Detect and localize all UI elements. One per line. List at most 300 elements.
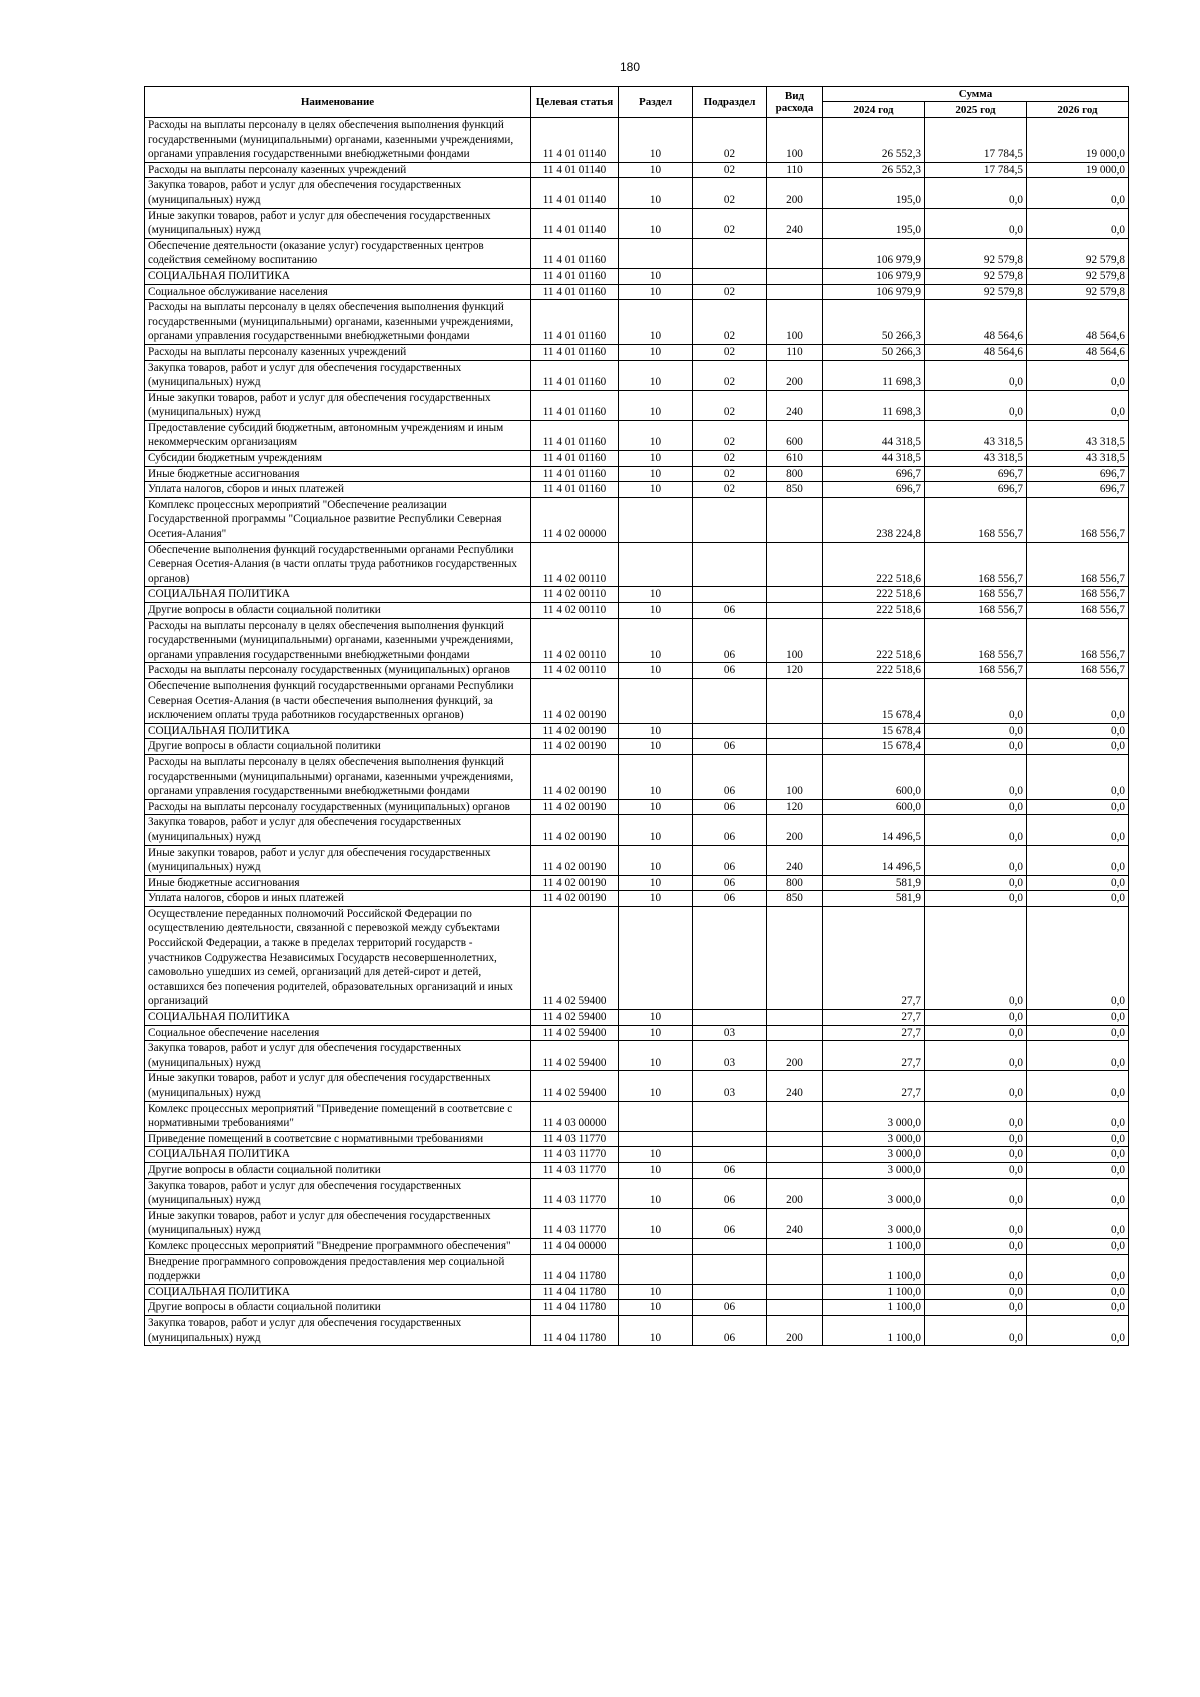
row-name-cell: Закупка товаров, работ и услуг для обеспечения государственных (муниципальных) нужд [145, 360, 531, 390]
row-sum-2025-cell: 0,0 [925, 1300, 1027, 1316]
row-sum-2026-cell: 0,0 [1027, 678, 1129, 723]
row-sum-2025-cell: 0,0 [925, 678, 1027, 723]
row-name-cell: Субсидии бюджетным учреждениям [145, 451, 531, 467]
row-expense-type-cell: 240 [767, 1208, 823, 1238]
row-section-cell: 10 [619, 208, 693, 238]
row-expense-type-cell [767, 238, 823, 268]
row-name-cell: Социальное обеспечение населения [145, 1025, 531, 1041]
row-sum-2025-cell: 168 556,7 [925, 618, 1027, 663]
row-sum-2026-cell: 168 556,7 [1027, 497, 1129, 542]
header-year-2024: 2024 год [823, 102, 925, 118]
row-subsection-cell: 02 [693, 208, 767, 238]
row-subsection-cell [693, 268, 767, 284]
row-sum-2024-cell: 696,7 [823, 482, 925, 498]
row-subsection-cell: 02 [693, 162, 767, 178]
row-sum-2026-cell: 0,0 [1027, 1238, 1129, 1254]
row-expense-type-cell: 100 [767, 754, 823, 799]
table-row [145, 1238, 1129, 1254]
row-sum-2026-cell: 696,7 [1027, 466, 1129, 482]
table-row [145, 1254, 1129, 1284]
row-name-cell: Социальное обслуживание населения [145, 284, 531, 300]
row-code-cell: 11 4 02 00190 [531, 723, 619, 739]
row-code-cell: 11 4 01 01160 [531, 390, 619, 420]
table-row [145, 1131, 1129, 1147]
row-sum-2026-cell: 0,0 [1027, 754, 1129, 799]
row-sum-2026-cell: 0,0 [1027, 1208, 1129, 1238]
row-sum-2024-cell: 50 266,3 [823, 344, 925, 360]
row-section-cell [619, 1238, 693, 1254]
row-expense-type-cell: 850 [767, 482, 823, 498]
row-name-cell: Приведение помещений в соответсвие с нормативными требованиями [145, 1131, 531, 1147]
row-name-cell: Расходы на выплаты персоналу в целях обеспечения выполнения функций государственными (муниципальными) органами, казенными учреждениями, органами управления государственными внебюджетными фондами [145, 118, 531, 163]
row-sum-2024-cell: 11 698,3 [823, 360, 925, 390]
row-name-cell: Иные закупки товаров, работ и услуг для обеспечения государственных (муниципальных) нужд [145, 390, 531, 420]
table-row [145, 723, 1129, 739]
row-sum-2026-cell: 168 556,7 [1027, 603, 1129, 619]
row-section-cell: 10 [619, 1315, 693, 1345]
row-sum-2025-cell: 0,0 [925, 754, 1027, 799]
row-code-cell: 11 4 04 00000 [531, 1238, 619, 1254]
row-sum-2025-cell: 0,0 [925, 178, 1027, 208]
row-sum-2025-cell: 0,0 [925, 891, 1027, 907]
row-sum-2024-cell: 600,0 [823, 799, 925, 815]
row-sum-2026-cell: 0,0 [1027, 1025, 1129, 1041]
row-sum-2026-cell: 0,0 [1027, 1300, 1129, 1316]
row-expense-type-cell: 850 [767, 891, 823, 907]
row-code-cell: 11 4 02 00190 [531, 799, 619, 815]
row-section-cell: 10 [619, 300, 693, 345]
row-subsection-cell: 02 [693, 390, 767, 420]
row-sum-2025-cell: 0,0 [925, 799, 1027, 815]
row-subsection-cell: 06 [693, 603, 767, 619]
row-expense-type-cell: 100 [767, 300, 823, 345]
row-subsection-cell: 02 [693, 420, 767, 450]
row-sum-2025-cell: 0,0 [925, 390, 1027, 420]
row-code-cell: 11 4 03 11770 [531, 1178, 619, 1208]
row-sum-2024-cell: 238 224,8 [823, 497, 925, 542]
row-section-cell: 10 [619, 891, 693, 907]
row-expense-type-cell [767, 587, 823, 603]
row-sum-2025-cell: 696,7 [925, 466, 1027, 482]
row-expense-type-cell: 110 [767, 344, 823, 360]
row-name-cell: Расходы на выплаты персоналу казенных учреждений [145, 162, 531, 178]
row-subsection-cell [693, 1254, 767, 1284]
row-sum-2026-cell: 0,0 [1027, 208, 1129, 238]
row-code-cell: 11 4 01 01160 [531, 268, 619, 284]
row-sum-2025-cell: 43 318,5 [925, 451, 1027, 467]
row-name-cell: Иные закупки товаров, работ и услуг для обеспечения государственных (муниципальных) нужд [145, 1071, 531, 1101]
row-section-cell: 10 [619, 1284, 693, 1300]
row-subsection-cell: 03 [693, 1071, 767, 1101]
row-expense-type-cell [767, 542, 823, 587]
table-row [145, 1071, 1129, 1101]
row-sum-2025-cell: 0,0 [925, 1010, 1027, 1026]
table-row [145, 754, 1129, 799]
row-code-cell: 11 4 02 00190 [531, 875, 619, 891]
row-section-cell: 10 [619, 1147, 693, 1163]
row-expense-type-cell [767, 1010, 823, 1026]
header-year-2026: 2026 год [1027, 102, 1129, 118]
row-sum-2025-cell: 43 318,5 [925, 420, 1027, 450]
row-subsection-cell [693, 1284, 767, 1300]
row-subsection-cell: 06 [693, 618, 767, 663]
table-row [145, 284, 1129, 300]
row-section-cell: 10 [619, 344, 693, 360]
row-sum-2026-cell: 92 579,8 [1027, 238, 1129, 268]
row-section-cell: 10 [619, 739, 693, 755]
row-subsection-cell: 06 [693, 891, 767, 907]
row-section-cell: 10 [619, 162, 693, 178]
row-code-cell: 11 4 04 11780 [531, 1300, 619, 1316]
row-code-cell: 11 4 02 00000 [531, 497, 619, 542]
row-name-cell: Комлекс процессных мероприятий "Приведение помещений в соответсвие с нормативными требованиями" [145, 1101, 531, 1131]
row-section-cell: 10 [619, 451, 693, 467]
row-expense-type-cell: 200 [767, 178, 823, 208]
row-section-cell: 10 [619, 360, 693, 390]
row-sum-2024-cell: 222 518,6 [823, 603, 925, 619]
row-sum-2024-cell: 222 518,6 [823, 618, 925, 663]
table-header [145, 87, 1129, 118]
row-name-cell: Расходы на выплаты персоналу государственных (муниципальных) органов [145, 663, 531, 679]
row-expense-type-cell [767, 723, 823, 739]
row-name-cell: Закупка товаров, работ и услуг для обеспечения государственных (муниципальных) нужд [145, 1041, 531, 1071]
table-row [145, 390, 1129, 420]
table-row [145, 268, 1129, 284]
row-sum-2026-cell: 168 556,7 [1027, 663, 1129, 679]
row-code-cell: 11 4 02 59400 [531, 1025, 619, 1041]
header-section: Раздел [619, 87, 693, 118]
row-name-cell: Другие вопросы в области социальной политики [145, 1162, 531, 1178]
row-sum-2026-cell: 0,0 [1027, 875, 1129, 891]
row-section-cell: 10 [619, 1071, 693, 1101]
row-name-cell: Уплата налогов, сборов и иных платежей [145, 482, 531, 498]
table-row [145, 739, 1129, 755]
row-section-cell: 10 [619, 815, 693, 845]
row-sum-2024-cell: 27,7 [823, 1041, 925, 1071]
row-sum-2025-cell: 0,0 [925, 845, 1027, 875]
row-sum-2026-cell: 0,0 [1027, 1131, 1129, 1147]
row-name-cell: Обеспечение выполнения функций государственными органами Республики Северная Осетия-Алания (в части оплаты труда работников государственных органов) [145, 542, 531, 587]
header-name: Наименование [145, 87, 531, 118]
row-sum-2025-cell: 17 784,5 [925, 118, 1027, 163]
row-expense-type-cell: 240 [767, 845, 823, 875]
row-sum-2026-cell: 0,0 [1027, 1041, 1129, 1071]
row-sum-2025-cell: 0,0 [925, 1254, 1027, 1284]
row-section-cell: 10 [619, 1300, 693, 1316]
table-row [145, 603, 1129, 619]
row-sum-2026-cell: 92 579,8 [1027, 284, 1129, 300]
row-sum-2025-cell: 92 579,8 [925, 268, 1027, 284]
row-sum-2024-cell: 11 698,3 [823, 390, 925, 420]
row-code-cell: 11 4 01 01160 [531, 466, 619, 482]
row-section-cell: 10 [619, 845, 693, 875]
table-row [145, 482, 1129, 498]
table-row [145, 875, 1129, 891]
row-sum-2025-cell: 168 556,7 [925, 497, 1027, 542]
row-sum-2026-cell: 0,0 [1027, 1284, 1129, 1300]
row-name-cell: Другие вопросы в области социальной политики [145, 739, 531, 755]
row-code-cell: 11 4 03 11770 [531, 1208, 619, 1238]
table-row [145, 663, 1129, 679]
row-section-cell: 10 [619, 754, 693, 799]
table-row [145, 178, 1129, 208]
row-section-cell: 10 [619, 466, 693, 482]
row-code-cell: 11 4 03 11770 [531, 1131, 619, 1147]
row-sum-2026-cell: 696,7 [1027, 482, 1129, 498]
row-name-cell: СОЦИАЛЬНАЯ ПОЛИТИКА [145, 1284, 531, 1300]
row-sum-2025-cell: 48 564,6 [925, 300, 1027, 345]
row-expense-type-cell: 610 [767, 451, 823, 467]
row-code-cell: 11 4 03 11770 [531, 1147, 619, 1163]
row-name-cell: Иные закупки товаров, работ и услуг для обеспечения государственных (муниципальных) нужд [145, 1208, 531, 1238]
row-section-cell: 10 [619, 390, 693, 420]
row-code-cell: 11 4 01 01160 [531, 300, 619, 345]
row-sum-2025-cell: 0,0 [925, 1147, 1027, 1163]
row-code-cell: 11 4 04 11780 [531, 1315, 619, 1345]
table-row [145, 1101, 1129, 1131]
row-code-cell: 11 4 01 01160 [531, 451, 619, 467]
row-name-cell: СОЦИАЛЬНАЯ ПОЛИТИКА [145, 268, 531, 284]
row-sum-2026-cell: 168 556,7 [1027, 618, 1129, 663]
row-sum-2024-cell: 3 000,0 [823, 1147, 925, 1163]
row-sum-2025-cell: 168 556,7 [925, 603, 1027, 619]
row-code-cell: 11 4 02 00190 [531, 754, 619, 799]
row-sum-2026-cell: 0,0 [1027, 1147, 1129, 1163]
table-row [145, 1315, 1129, 1345]
table-row [145, 799, 1129, 815]
row-name-cell: Расходы на выплаты персоналу в целях обеспечения выполнения функций государственными (муниципальными) органами, казенными учреждениями, органами управления государственными внебюджетными фондами [145, 618, 531, 663]
row-sum-2024-cell: 3 000,0 [823, 1131, 925, 1147]
row-subsection-cell [693, 906, 767, 1009]
row-sum-2024-cell: 600,0 [823, 754, 925, 799]
header-code: Целевая статья [531, 87, 619, 118]
row-sum-2026-cell: 0,0 [1027, 723, 1129, 739]
row-expense-type-cell [767, 1238, 823, 1254]
row-sum-2024-cell: 27,7 [823, 906, 925, 1009]
row-sum-2024-cell: 1 100,0 [823, 1315, 925, 1345]
row-sum-2024-cell: 3 000,0 [823, 1101, 925, 1131]
row-name-cell: Уплата налогов, сборов и иных платежей [145, 891, 531, 907]
row-name-cell: СОЦИАЛЬНАЯ ПОЛИТИКА [145, 587, 531, 603]
row-name-cell: Закупка товаров, работ и услуг для обеспечения государственных (муниципальных) нужд [145, 1315, 531, 1345]
row-section-cell: 10 [619, 1178, 693, 1208]
row-subsection-cell [693, 1238, 767, 1254]
row-subsection-cell [693, 723, 767, 739]
row-name-cell: Расходы на выплаты персоналу казенных учреждений [145, 344, 531, 360]
row-sum-2026-cell: 0,0 [1027, 390, 1129, 420]
row-name-cell: Иные закупки товаров, работ и услуг для обеспечения государственных (муниципальных) нужд [145, 208, 531, 238]
row-name-cell: Комплекс процессных мероприятий "Обеспечение реализации Государственной программы "Социальное развитие Республики Северная Осетия-Алания" [145, 497, 531, 542]
row-section-cell: 10 [619, 587, 693, 603]
row-sum-2025-cell: 92 579,8 [925, 238, 1027, 268]
row-subsection-cell [693, 542, 767, 587]
row-name-cell: СОЦИАЛЬНАЯ ПОЛИТИКА [145, 1147, 531, 1163]
row-code-cell: 11 4 01 01160 [531, 344, 619, 360]
row-subsection-cell: 03 [693, 1025, 767, 1041]
row-section-cell: 10 [619, 1208, 693, 1238]
row-name-cell: Обеспечение деятельности (оказание услуг) государственных центров содействия семейному воспитанию [145, 238, 531, 268]
row-section-cell: 10 [619, 663, 693, 679]
row-section-cell [619, 1101, 693, 1131]
row-code-cell: 11 4 02 00190 [531, 739, 619, 755]
row-sum-2024-cell: 1 100,0 [823, 1238, 925, 1254]
row-expense-type-cell: 200 [767, 815, 823, 845]
row-subsection-cell [693, 587, 767, 603]
row-expense-type-cell [767, 1101, 823, 1131]
table-row [145, 118, 1129, 163]
table-row [145, 360, 1129, 390]
table-row [145, 618, 1129, 663]
row-expense-type-cell: 120 [767, 799, 823, 815]
row-sum-2026-cell: 0,0 [1027, 360, 1129, 390]
row-subsection-cell: 06 [693, 845, 767, 875]
row-subsection-cell: 02 [693, 466, 767, 482]
row-sum-2024-cell: 696,7 [823, 466, 925, 482]
row-sum-2025-cell: 0,0 [925, 1315, 1027, 1345]
row-sum-2025-cell: 0,0 [925, 1178, 1027, 1208]
row-sum-2025-cell: 0,0 [925, 1162, 1027, 1178]
row-sum-2025-cell: 48 564,6 [925, 344, 1027, 360]
row-code-cell: 11 4 02 00110 [531, 603, 619, 619]
row-sum-2024-cell: 106 979,9 [823, 284, 925, 300]
row-code-cell: 11 4 01 01140 [531, 208, 619, 238]
row-sum-2025-cell: 0,0 [925, 723, 1027, 739]
row-sum-2025-cell: 92 579,8 [925, 284, 1027, 300]
row-sum-2025-cell: 696,7 [925, 482, 1027, 498]
row-name-cell: Расходы на выплаты персоналу в целях обеспечения выполнения функций государственными (муниципальными) органами, казенными учреждениями, органами управления государственными внебюджетными фондами [145, 754, 531, 799]
row-sum-2026-cell: 0,0 [1027, 1315, 1129, 1345]
row-sum-2024-cell: 27,7 [823, 1025, 925, 1041]
row-sum-2024-cell: 3 000,0 [823, 1208, 925, 1238]
row-name-cell: Другие вопросы в области социальной политики [145, 603, 531, 619]
row-name-cell: Закупка товаров, работ и услуг для обеспечения государственных (муниципальных) нужд [145, 1178, 531, 1208]
row-code-cell: 11 4 02 59400 [531, 1010, 619, 1026]
row-sum-2025-cell: 0,0 [925, 1041, 1027, 1071]
budget-table [144, 86, 1129, 1346]
table-row [145, 542, 1129, 587]
row-code-cell: 11 4 01 01140 [531, 162, 619, 178]
row-subsection-cell: 06 [693, 1178, 767, 1208]
header-sum: Сумма [823, 87, 1129, 102]
row-sum-2024-cell: 27,7 [823, 1071, 925, 1101]
row-expense-type-cell: 800 [767, 466, 823, 482]
row-sum-2024-cell: 222 518,6 [823, 542, 925, 587]
row-sum-2024-cell: 1 100,0 [823, 1300, 925, 1316]
row-sum-2025-cell: 168 556,7 [925, 587, 1027, 603]
row-sum-2025-cell: 0,0 [925, 208, 1027, 238]
header-expense-type: Вид расхода [767, 87, 823, 118]
row-sum-2025-cell: 0,0 [925, 1071, 1027, 1101]
table-row [145, 466, 1129, 482]
table-row [145, 238, 1129, 268]
row-section-cell: 10 [619, 723, 693, 739]
row-section-cell: 10 [619, 799, 693, 815]
row-section-cell: 10 [619, 268, 693, 284]
row-sum-2026-cell: 0,0 [1027, 1101, 1129, 1131]
row-section-cell: 10 [619, 178, 693, 208]
row-sum-2024-cell: 15 678,4 [823, 723, 925, 739]
row-name-cell: Иные бюджетные ассигнования [145, 466, 531, 482]
row-subsection-cell [693, 1147, 767, 1163]
row-expense-type-cell [767, 268, 823, 284]
row-sum-2026-cell: 19 000,0 [1027, 118, 1129, 163]
row-subsection-cell: 02 [693, 284, 767, 300]
table-body [145, 118, 1129, 1346]
row-section-cell: 10 [619, 420, 693, 450]
row-sum-2026-cell: 0,0 [1027, 799, 1129, 815]
row-section-cell: 10 [619, 1041, 693, 1071]
table-row [145, 1300, 1129, 1316]
row-sum-2025-cell: 0,0 [925, 1131, 1027, 1147]
row-section-cell: 10 [619, 618, 693, 663]
row-sum-2026-cell: 48 564,6 [1027, 300, 1129, 345]
table-row [145, 1178, 1129, 1208]
row-sum-2024-cell: 14 496,5 [823, 815, 925, 845]
row-subsection-cell [693, 238, 767, 268]
row-code-cell: 11 4 01 01160 [531, 360, 619, 390]
row-subsection-cell [693, 1101, 767, 1131]
row-subsection-cell: 06 [693, 739, 767, 755]
row-sum-2025-cell: 0,0 [925, 739, 1027, 755]
row-expense-type-cell: 200 [767, 1041, 823, 1071]
row-section-cell [619, 1131, 693, 1147]
table-row [145, 1025, 1129, 1041]
row-sum-2026-cell: 19 000,0 [1027, 162, 1129, 178]
row-expense-type-cell: 120 [767, 663, 823, 679]
row-sum-2026-cell: 0,0 [1027, 1010, 1129, 1026]
row-subsection-cell: 03 [693, 1041, 767, 1071]
row-subsection-cell [693, 497, 767, 542]
table-row [145, 1010, 1129, 1026]
row-code-cell: 11 4 02 59400 [531, 1071, 619, 1101]
row-subsection-cell: 06 [693, 815, 767, 845]
row-subsection-cell: 06 [693, 1208, 767, 1238]
row-sum-2025-cell: 0,0 [925, 1208, 1027, 1238]
row-sum-2026-cell: 168 556,7 [1027, 587, 1129, 603]
row-expense-type-cell: 200 [767, 1315, 823, 1345]
row-subsection-cell: 02 [693, 451, 767, 467]
row-subsection-cell [693, 678, 767, 723]
row-subsection-cell: 02 [693, 178, 767, 208]
row-sum-2026-cell: 168 556,7 [1027, 542, 1129, 587]
row-code-cell: 11 4 02 00110 [531, 618, 619, 663]
row-name-cell: Закупка товаров, работ и услуг для обеспечения государственных (муниципальных) нужд [145, 815, 531, 845]
row-section-cell [619, 906, 693, 1009]
row-section-cell [619, 678, 693, 723]
row-section-cell: 10 [619, 118, 693, 163]
row-expense-type-cell [767, 1131, 823, 1147]
row-sum-2024-cell: 195,0 [823, 178, 925, 208]
row-sum-2026-cell: 48 564,6 [1027, 344, 1129, 360]
row-sum-2024-cell: 3 000,0 [823, 1162, 925, 1178]
row-code-cell: 11 4 04 11780 [531, 1254, 619, 1284]
row-code-cell: 11 4 02 00110 [531, 663, 619, 679]
row-sum-2024-cell: 1 100,0 [823, 1254, 925, 1284]
row-sum-2024-cell: 15 678,4 [823, 739, 925, 755]
row-sum-2026-cell: 0,0 [1027, 1071, 1129, 1101]
row-subsection-cell: 02 [693, 360, 767, 390]
row-section-cell: 10 [619, 482, 693, 498]
table-row [145, 845, 1129, 875]
table-row [145, 587, 1129, 603]
row-code-cell: 11 4 02 00190 [531, 815, 619, 845]
row-expense-type-cell: 200 [767, 360, 823, 390]
table-row [145, 497, 1129, 542]
row-code-cell: 11 4 03 00000 [531, 1101, 619, 1131]
header-subsection: Подраздел [693, 87, 767, 118]
table-row [145, 1147, 1129, 1163]
row-sum-2026-cell: 43 318,5 [1027, 420, 1129, 450]
